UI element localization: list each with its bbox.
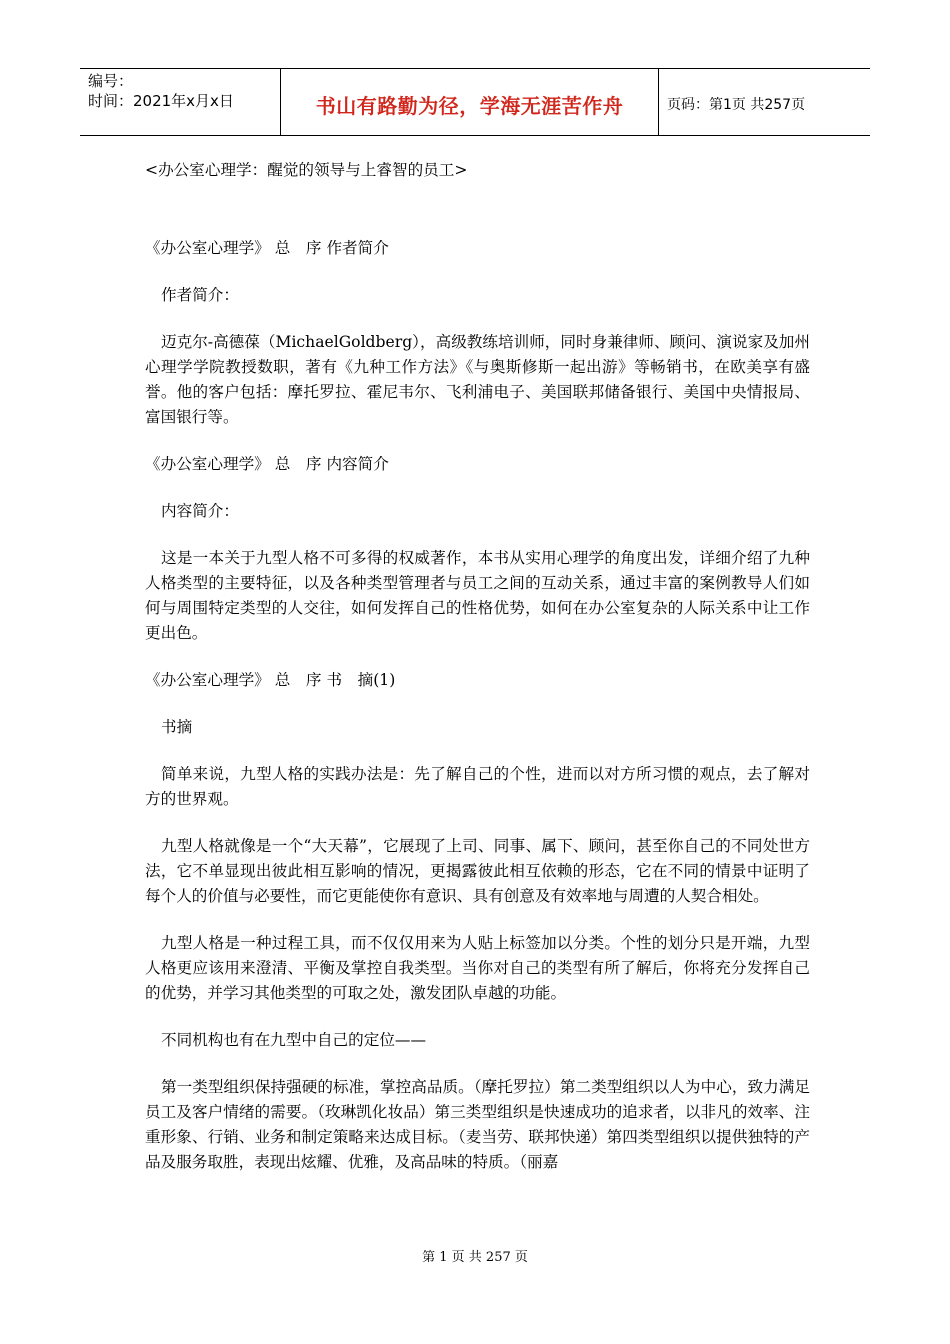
author-paragraph: 迈克尔-高德葆（MichaelGoldberg），高级教练培训师，同时身兼律师、顾问、演说家及加州心理学学院教授数职，著有《九种工作方法》《与奥斯修斯一起出游》等畅销书，在欧美享有盛誉。他的客户包括：摩托罗拉、霍尼韦尔、飞利浦电子、美国联邦储备银行、美国中央情报局、富国银行等。	[145, 333, 810, 426]
motto-text: 书山有路勤为径，学海无涯苦作舟	[315, 93, 624, 118]
excerpt-paragraph-5: 第一类型组织保持强硬的标准，掌控高品质。（摩托罗拉）第二类型组织以人为中心，致力满足员工及客户情绪的需要。（玫琳凯化妆品）第三类型组织是快速成功的追求者，以非凡的效率、注重形象、行销、业务和制定策略来达成目标。（麦当劳、联邦快递）第四类型组织以提供独特的产品及服务取胜，表现出炫耀、优雅，及高品味的特质。（丽嘉	[145, 1078, 810, 1171]
excerpt-label: 书摘	[161, 718, 193, 736]
excerpt-paragraph-2: 九型人格就像是一个“大天幕”，它展现了上司、同事、属下、顾问，甚至你自己的不同处世方法，它不单显现出彼此相互影响的情况，更揭露彼此相互依赖的形态，它在不同的情景中证明了每个人的价值与必要性，而它更能使你有意识、具有创意及有效率地与周遭的人契合相处。	[145, 837, 810, 905]
header-meta-cell	[80, 69, 281, 135]
excerpt-paragraph-3: 九型人格是一种过程工具，而不仅仅用来为人贴上标签加以分类。个性的划分只是开端，九型人格更应该用来澄清、平衡及掌控自我类型。当你对自己的类型有所了解后，你将充分发挥自己的优势，并学习其他类型的可取之处，激发团队卓越的功能。	[145, 934, 810, 1002]
section-heading-summary: 《办公室心理学》 总 序 内容简介	[145, 455, 389, 473]
document-title: <办公室心理学：醒觉的领导与上睿智的员工>	[145, 161, 468, 179]
header-page-cell	[659, 69, 870, 135]
page-footer: 第 1 页 共 257 页	[422, 1250, 528, 1265]
page-info: 页码：第1页 共257页	[667, 97, 806, 113]
section-heading-author: 《办公室心理学》 总 序 作者简介	[145, 239, 389, 257]
author-label: 作者简介：	[161, 286, 239, 304]
excerpt-paragraph-4: 不同机构也有在九型中自己的定位——	[161, 1031, 427, 1049]
header-motto-cell	[281, 69, 659, 135]
summary-paragraph: 这是一本关于九型人格不可多得的权威著作，本书从实用心理学的角度出发，详细介绍了九种人格类型的主要特征，以及各种类型管理者与员工之间的互动关系，通过丰富的案例教导人们如何与周围特定类型的人交往，如何发挥自己的性格优势，如何在办公室复杂的人际关系中让工作更出色。	[145, 549, 810, 642]
excerpt-paragraph-1: 简单来说，九型人格的实践办法是：先了解自己的个性，进而以对方所习惯的观点，去了解对方的世界观。	[145, 765, 810, 808]
summary-label: 内容简介：	[161, 502, 239, 520]
section-heading-excerpt: 《办公室心理学》 总 序 书 摘(1)	[145, 671, 396, 689]
page-header	[80, 68, 870, 136]
time-label: 时间：2021年x月x日	[88, 92, 234, 110]
number-label: 编号：	[88, 72, 134, 90]
document-body	[145, 158, 810, 1175]
